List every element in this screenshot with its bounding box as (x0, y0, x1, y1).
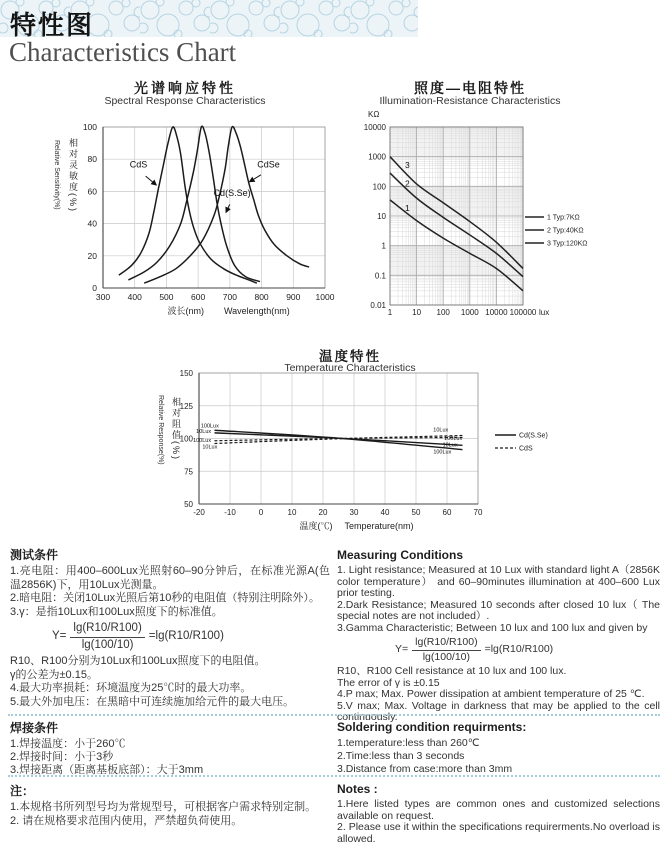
svg-text:Wavelength(nm): Wavelength(nm) (224, 306, 290, 316)
condition-item: 3.焊接距离（距离基板底部）：大于3mm (10, 764, 204, 776)
svg-text:1000: 1000 (368, 152, 386, 162)
svg-text:600: 600 (191, 292, 206, 302)
chart-title-en: Temperature Characteristics (284, 362, 416, 374)
svg-text:10000: 10000 (485, 308, 508, 317)
svg-text:50: 50 (184, 500, 193, 509)
svg-text:1 Typ:7KΩ: 1 Typ:7KΩ (547, 214, 580, 222)
measuring-conditions-cn (10, 548, 330, 709)
svg-text:80: 80 (87, 154, 97, 165)
svg-text:100Lux: 100Lux (433, 449, 452, 456)
temperature-chart (150, 345, 580, 545)
svg-text:0: 0 (92, 283, 97, 293)
condition-item: 2.Time:less than 3 seconds (337, 750, 465, 762)
svg-text:10Lux: 10Lux (433, 427, 449, 434)
curve-CdSe (144, 127, 309, 284)
condition-item: 5.V max; Max. Voltage in darkness that may be applied to the cell continuously. (337, 699, 660, 723)
note-item: 1.Here listed types are common ones and customized selections available on request. (337, 798, 660, 822)
formula-denominator: lg(100/10) (81, 638, 134, 651)
svg-text:1: 1 (387, 308, 393, 317)
formula-rhs: =lg(R10/R100) (484, 643, 554, 656)
svg-text:60: 60 (87, 186, 97, 197)
condition-item: 4.最大功率损耗：环境温度为25℃时的最大功率。 (10, 682, 252, 694)
section-heading: Soldering condition requirments: (337, 720, 527, 734)
soldering-conditions-cn (10, 721, 330, 777)
svg-text:3 Typ:120KΩ: 3 Typ:120KΩ (547, 240, 588, 248)
svg-text:100: 100 (82, 122, 97, 132)
section-heading: Notes : (337, 782, 378, 796)
condition-item: 2.暗电阻：关闭10Lux光照后第10秒的电阻值（特别注明除外）。 (10, 592, 320, 604)
svg-text:10Lux: 10Lux (196, 428, 212, 435)
formula-fraction (412, 637, 480, 663)
svg-text:10: 10 (377, 212, 386, 221)
spectral-response-chart (40, 78, 352, 336)
condition-item: R10、R100 Cell resistance at 10 lux and 100 lux. (337, 665, 567, 677)
svg-text:100Lux: 100Lux (444, 435, 463, 442)
svg-text:KΩ: KΩ (368, 110, 380, 119)
svg-text:40: 40 (380, 508, 390, 517)
note-item: 2. Please use it within the specifications requirerments.No overload is allowed. (337, 821, 660, 845)
condition-item: 4.P max; Max. Power dissipation at ambient temperature of 25 ℃. (337, 688, 645, 700)
svg-text:60: 60 (442, 508, 452, 517)
curve-Cd(S.Se) (128, 126, 260, 281)
illumination-chart-canvas (355, 106, 668, 328)
svg-text:-10: -10 (224, 508, 236, 517)
svg-text:30: 30 (349, 508, 359, 517)
dotted-separator (8, 775, 660, 777)
formula-numerator: lg(R10/R100) (412, 637, 480, 651)
svg-text:50: 50 (411, 508, 421, 517)
formula-numerator: lg(R10/R100) (70, 622, 144, 638)
measuring-conditions-en (337, 548, 660, 724)
soldering-conditions-en (337, 720, 660, 776)
svg-text:10Lux: 10Lux (442, 442, 458, 449)
notes-en (337, 782, 660, 845)
formula-denominator: lg(100/10) (422, 650, 470, 663)
temperature-chart-canvas (150, 365, 580, 541)
svg-text:Temperature(nm): Temperature(nm) (344, 521, 414, 531)
condition-item: 3.γ：是指10Lux和100Lux照度下的标准值。 (10, 605, 223, 618)
svg-text:20: 20 (318, 508, 328, 517)
svg-text:400: 400 (127, 292, 142, 302)
svg-text:0.01: 0.01 (370, 301, 386, 310)
condition-item: 3.Distance from case:more than 3mm (337, 763, 513, 775)
svg-text:100000: 100000 (509, 308, 537, 317)
spectral-chart-canvas (40, 111, 352, 323)
chart-title-cn: 温度特性 (319, 349, 381, 364)
svg-text:100Lux: 100Lux (193, 438, 212, 445)
curve-CdS (119, 127, 257, 283)
svg-text:-20: -20 (193, 508, 205, 517)
temperature-ylabel-en: Relative Response(%) (157, 395, 164, 465)
condition-item: 1.亮电阻：用400–600Lux光照射60–90分钟后，在标准光源A(色温2856K)下，用10Lux光测量。 (10, 565, 330, 591)
illumination-resistance-chart (355, 78, 668, 336)
svg-text:300: 300 (95, 292, 111, 302)
section-heading: 注： (10, 784, 35, 798)
svg-text:900: 900 (286, 292, 301, 302)
svg-text:10: 10 (412, 308, 422, 317)
condition-item: R10、R100分别为10Lux和100Lux照度下的电阻值。 (10, 655, 266, 667)
svg-text:70: 70 (473, 508, 483, 517)
condition-item: 2.焊接时间：小于3秒 (10, 751, 114, 763)
svg-text:1000: 1000 (460, 308, 479, 317)
svg-text:lux: lux (539, 308, 550, 317)
svg-text:1: 1 (405, 202, 410, 213)
condition-item: γ的公差为±0.15。 (10, 668, 98, 681)
notes-cn (10, 784, 330, 828)
svg-text:Cd(S.Se): Cd(S.Se) (213, 188, 251, 199)
condition-item: 2.Dark Resistance; Measured 10 seconds after closed 10 lux（ The special notes are not included）. (337, 598, 660, 622)
chart-title-en: Spectral Response Characteristics (104, 95, 266, 107)
chart-title-cn: 照度—电阻特性 (414, 80, 526, 96)
svg-text:3: 3 (405, 159, 410, 170)
svg-text:1: 1 (381, 241, 386, 251)
spectral-ylabel-en: Relative Sensitivity(%) (53, 140, 60, 210)
note-item: 1.本规格书所列型号均为常规型号，可根据客户需求特别定制。 (10, 801, 317, 813)
svg-text:125: 125 (179, 401, 193, 411)
svg-text:500: 500 (159, 292, 174, 302)
section-heading: 测试条件 (10, 548, 59, 562)
formula-lhs: Y= (52, 630, 67, 643)
svg-text:温度(℃): 温度(℃) (299, 521, 333, 531)
svg-text:0: 0 (258, 508, 264, 517)
svg-text:700: 700 (222, 292, 237, 302)
condition-item: The error of γ is ±0.15 (337, 676, 440, 689)
svg-text:10Lux: 10Lux (202, 444, 218, 451)
condition-item: 3.Gamma Characteristic; Between 10 lux and 100 lux and given by (337, 621, 648, 634)
gamma-formula (395, 637, 660, 663)
spectral-ylabel-cn: 相对灵敏度(%) (68, 138, 78, 213)
dotted-separator (8, 714, 660, 716)
formula-rhs: =lg(R10/R100) (148, 630, 224, 643)
svg-text:20: 20 (87, 250, 97, 261)
svg-text:1000: 1000 (315, 292, 335, 302)
svg-text:100: 100 (436, 308, 450, 317)
svg-text:CdS: CdS (519, 445, 533, 453)
svg-text:波长(nm): 波长(nm) (167, 306, 204, 316)
svg-text:10: 10 (287, 508, 297, 517)
svg-text:CdS: CdS (129, 159, 148, 170)
svg-text:2 Typ:40KΩ: 2 Typ:40KΩ (547, 227, 584, 235)
condition-item: 1. Light resistance; Measured at 10 Lux with standard light A（2856K color temperature） and 60–90minutes illumination at 400–600 Lux prior testing. (337, 564, 660, 599)
temp-line-Cd-S-Se--10Lux (215, 433, 463, 445)
svg-text:Cd(S.Se): Cd(S.Se) (519, 432, 548, 440)
condition-item: 1.temperature:less than 260℃ (337, 737, 480, 749)
svg-text:CdSe: CdSe (257, 159, 280, 170)
svg-text:100: 100 (372, 182, 386, 192)
condition-item: 1.焊接温度：小于260℃ (10, 738, 126, 750)
page-title-en: Characteristics Chart (9, 37, 237, 67)
condition-item: 5.最大外加电压：在黑暗中可连续施加给元件的最大电压。 (10, 695, 295, 708)
svg-text:150: 150 (179, 369, 193, 378)
svg-text:2: 2 (405, 178, 410, 189)
svg-text:10000: 10000 (363, 123, 386, 132)
chart-title-en: Illumination-Resistance Characteristics (379, 95, 561, 107)
svg-text:800: 800 (254, 292, 269, 302)
svg-text:100Lux: 100Lux (200, 423, 219, 430)
gamma-formula (52, 622, 330, 652)
temperature-ylabel-cn: 相对阻值(%) (171, 397, 181, 461)
formula-lhs: Y= (395, 643, 409, 656)
svg-text:40: 40 (87, 218, 97, 229)
svg-text:0.1: 0.1 (374, 271, 386, 281)
svg-text:75: 75 (184, 467, 193, 477)
page-title-cn: 特性图 (10, 10, 95, 40)
svg-text:100: 100 (179, 434, 193, 444)
note-item: 2. 请在规格要求范围内使用，严禁超负荷使用。 (10, 814, 243, 827)
section-heading: Measuring Conditions (337, 548, 463, 562)
section-heading: 焊接条件 (10, 721, 59, 735)
formula-fraction (70, 622, 144, 652)
chart-title-cn: 光谱响应特性 (134, 80, 236, 96)
